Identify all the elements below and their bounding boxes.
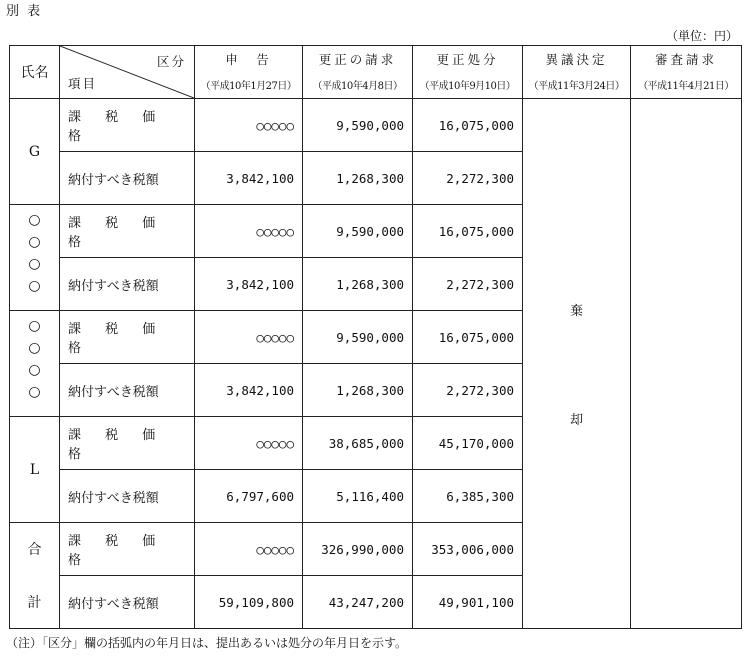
item-label: 納付すべき税額	[60, 364, 195, 417]
correction-request-value: 1,268,300	[303, 364, 413, 417]
masked-name: ○○○○	[26, 317, 43, 406]
declaration-value: ○○○○○	[195, 99, 303, 152]
item-label: 納付すべき税額	[60, 576, 195, 629]
decision-bottom: 却	[569, 412, 583, 428]
correction-value: 49,901,100	[413, 576, 523, 629]
declaration-value: 3,842,100	[195, 152, 303, 205]
document-title: 別 表	[6, 4, 43, 19]
masked-name: ○○○○	[26, 211, 43, 300]
item-label: 項目	[68, 76, 98, 91]
col-date-correction-request: （平成10年4月8日）	[303, 72, 413, 99]
correction-request-value: 1,268,300	[303, 152, 413, 205]
total-label-bottom: 計	[10, 576, 60, 629]
col-date-review: （平成11年4月21日）	[631, 72, 742, 99]
col-date-correction: （平成10年9月10日）	[413, 72, 523, 99]
item-label: 納付すべき税額	[60, 258, 195, 311]
declaration-value: 6,797,600	[195, 470, 303, 523]
correction-value: 45,170,000	[413, 417, 523, 470]
item-label: 課 税 価 格	[60, 205, 195, 258]
person-name	[10, 311, 60, 417]
correction-value: 6,385,300	[413, 470, 523, 523]
correction-request-value: 1,268,300	[303, 258, 413, 311]
category-label: 区分	[156, 54, 186, 69]
col-header-correction-request: 更正の請求	[303, 46, 413, 72]
person-name: L	[10, 417, 60, 523]
col-header-declaration: 申 告	[195, 46, 303, 72]
review-request-cell	[631, 99, 742, 629]
correction-request-value: 5,116,400	[303, 470, 413, 523]
col-header-review: 審査請求	[631, 46, 742, 72]
declaration-value: ○○○○○	[195, 311, 303, 364]
person-name	[10, 205, 60, 311]
correction-value: 2,272,300	[413, 152, 523, 205]
objection-decision	[523, 99, 631, 629]
col-date-declaration: （平成10年1月27日）	[195, 72, 303, 99]
correction-request-value: 43,247,200	[303, 576, 413, 629]
correction-request-value: 9,590,000	[303, 311, 413, 364]
correction-request-value: 9,590,000	[303, 99, 413, 152]
declaration-value: ○○○○○	[195, 205, 303, 258]
correction-value: 2,272,300	[413, 258, 523, 311]
declaration-value: 59,109,800	[195, 576, 303, 629]
correction-request-value: 9,590,000	[303, 205, 413, 258]
item-label: 課 税 価 格	[60, 311, 195, 364]
unit-label: （単位：円）	[665, 29, 738, 43]
correction-value: 353,006,000	[413, 523, 523, 576]
declaration-value: ○○○○○	[195, 417, 303, 470]
table-row	[10, 99, 742, 152]
item-label: 納付すべき税額	[60, 470, 195, 523]
correction-value: 16,075,000	[413, 311, 523, 364]
footnote: （注）「区分」欄の括弧内の年月日は、提出あるいは処分の年月日を示す。	[6, 636, 408, 650]
item-label: 課 税 価 格	[60, 99, 195, 152]
correction-request-value: 38,685,000	[303, 417, 413, 470]
person-name: G	[10, 99, 60, 205]
total-label-top: 合	[10, 523, 60, 576]
col-header-correction: 更正処分	[413, 46, 523, 72]
correction-value: 2,272,300	[413, 364, 523, 417]
col-header-objection: 異議決定	[523, 46, 631, 72]
declaration-value: ○○○○○	[195, 523, 303, 576]
item-label: 課 税 価 格	[60, 417, 195, 470]
category-item-header	[60, 46, 195, 99]
declaration-value: 3,842,100	[195, 364, 303, 417]
col-date-objection: （平成11年3月24日）	[523, 72, 631, 99]
tax-table	[9, 45, 742, 629]
decision-top: 棄	[569, 303, 583, 319]
correction-value: 16,075,000	[413, 205, 523, 258]
item-label: 課 税 価 格	[60, 523, 195, 576]
correction-value: 16,075,000	[413, 99, 523, 152]
name-header: 氏名	[10, 46, 60, 99]
item-label: 納付すべき税額	[60, 152, 195, 205]
declaration-value: 3,842,100	[195, 258, 303, 311]
correction-request-value: 326,990,000	[303, 523, 413, 576]
